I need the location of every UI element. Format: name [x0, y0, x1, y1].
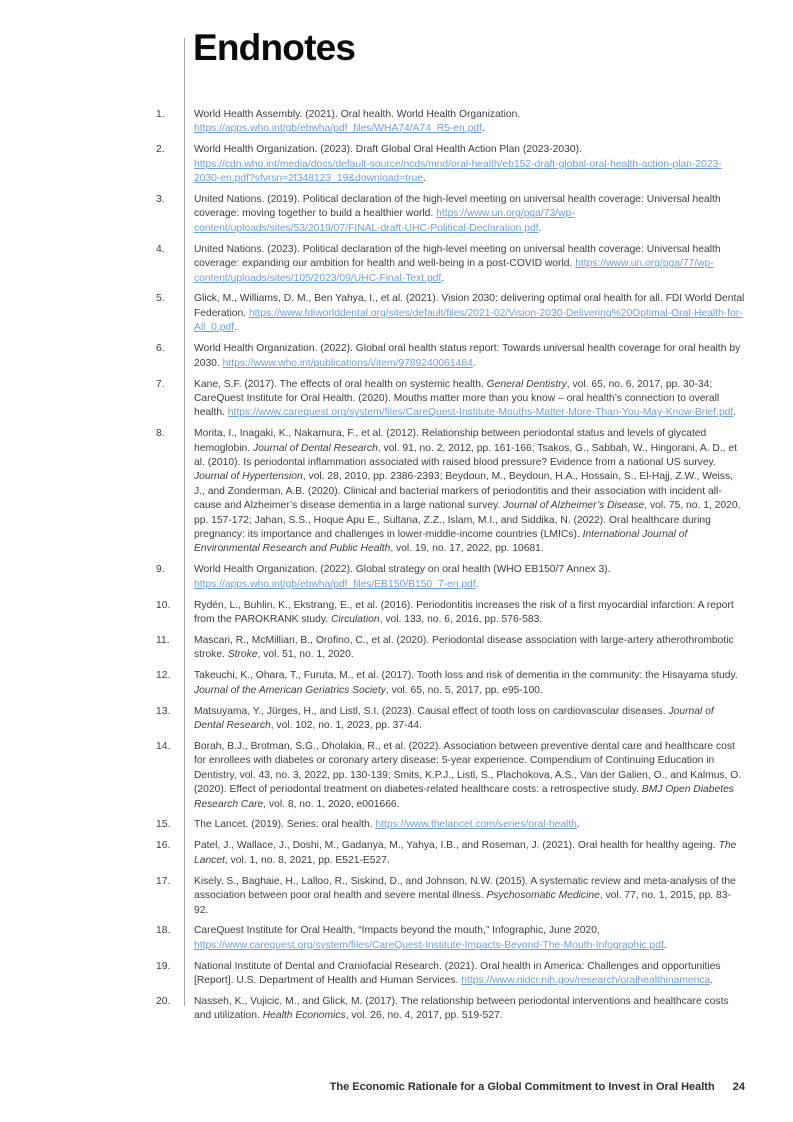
- journal-name: Psychosomatic Medicine: [486, 890, 600, 902]
- endnote-number: 15.: [156, 819, 171, 831]
- endnote-text-segment: , vol. 8, no. 1, 2020, e001666.: [263, 798, 400, 810]
- endnote-text: [194, 839, 745, 868]
- endnote-text-segment: Kane, S.F. (2017). The effects of oral health on systemic health.: [194, 378, 487, 390]
- endnote-number: 20.: [156, 996, 171, 1008]
- endnote-item: [156, 995, 748, 1024]
- endnote-text: [194, 563, 745, 592]
- endnote-item: [156, 669, 748, 698]
- endnote-link[interactable]: https://www.nidcr.nih.gov/research/oralhealthinamerica: [461, 975, 711, 987]
- endnote-text-segment: World Health Organization. (2023). Draft Global Oral Health Action Plan (2023-2030).: [194, 144, 582, 156]
- endnote-text-segment: Morita, I., Inagaki, K., Nakamura, F., et al. (2012). Relationship between periodontal status and levels of glycated hemoglobin.: [194, 428, 707, 454]
- endnote-text-segment: World Health Organization. (2022). Global oral health status report: Towards universal health coverage for oral health by 2030.: [194, 343, 741, 369]
- endnote-text-segment: , vol. 77, no. 1, 2015, pp. 83-92.: [194, 890, 731, 916]
- endnote-text-segment: United Nations. (2023). Political declaration of the high-level meeting on universal health coverage: Universal health coverage: expanding our ambition for health and well-being in a post-COVID world.: [194, 243, 721, 270]
- journal-name: International Journal of Environmental Research and Public Health: [194, 529, 688, 555]
- endnote-text-segment: , vol. 28, 2010, pp. 2386-2393; Beydoun, M., Beydoun, H.A., Hossain, S., El-Hajj, Z.W., Weiss, J., and Zonderman, A.B. (2020). Clinical and bacterial markers of periodontitis and their association with incident all-cause and Alzheimer’s disease dementia in a large national survey.: [194, 471, 733, 512]
- footer-document-title: The Economic Rationale for a Global Commitment to Invest in Oral Health: [329, 1081, 715, 1093]
- journal-name: Journal of Dental Research: [194, 705, 714, 732]
- journal-name: Stroke: [227, 649, 258, 661]
- endnote-text-segment: .: [576, 819, 580, 831]
- endnote-item: [156, 924, 748, 953]
- endnote-number: 19.: [156, 960, 171, 972]
- endnote-number: 11.: [156, 635, 170, 646]
- endnote-number: 3.: [156, 194, 165, 206]
- journal-name: Journal of the American Geriatrics Society: [194, 684, 386, 696]
- journal-name: Circulation: [330, 614, 380, 626]
- endnote-text-segment: , vol. 75, no. 1, 2020, pp. 157-172; Jahan, S.S., Hoque Apu E., Sultana, Z.Z., Islam, M.I., and Siddika, N. (2022). Oral healthcare during pregnancy: its importance and challenges in lower-middle-income countries (LMICs).: [194, 500, 741, 541]
- endnote-text: [194, 960, 745, 989]
- endnote-number: 2.: [156, 144, 165, 156]
- endnote-text: [194, 669, 745, 698]
- endnote-text-segment: .: [475, 578, 479, 590]
- endnote-item: [156, 243, 748, 286]
- endnote-text-segment: World Health Assembly. (2021). Oral health. World Health Organization.: [194, 109, 521, 120]
- endnote-text: [194, 427, 745, 557]
- endnote-link[interactable]: https://www.who.int/publications/i/item/9789240061484: [222, 357, 473, 369]
- endnote-text: [194, 995, 745, 1024]
- endnote-text-segment: CareQuest Institute for Oral Health, “Impacts beyond the mouth,” Infographic, June 2020,: [194, 925, 600, 937]
- endnote-text: [194, 924, 745, 953]
- endnote-text-segment: Patel, J., Wallace, J., Doshi, M., Gadanya, M., Yahya, I.B., and Roseman, J. (2021). Oral health for healthy ageing.: [194, 840, 719, 852]
- endnote-text-segment: Kisely, S., Baghaie, H., Lalloo, R., Siskind, D., and Johnson, N.W. (2015). A systematic review and meta-analysis of the association between poor oral health and severe mental illness.: [194, 875, 736, 902]
- endnote-text: [194, 705, 745, 734]
- endnote-item: [156, 193, 748, 236]
- endnote-text-segment: .: [234, 322, 237, 334]
- endnote-text-segment: , vol. 102, no. 1, 2023, pp. 37-44.: [270, 720, 422, 732]
- endnote-number: 8.: [156, 428, 165, 440]
- endnote-link[interactable]: https://www.fdiworlddental.org/sites/default/files/2021-02/Vision-2030-Delivering%20Optimal-Oral-Health-for-All_0.pdf: [194, 307, 743, 334]
- journal-name: BMJ Open Diabetes Research Care: [194, 784, 734, 810]
- endnote-number: 7.: [156, 378, 165, 390]
- endnote-number: 16.: [156, 840, 171, 852]
- endnote-text-segment: .: [538, 222, 542, 234]
- endnote-text: [194, 243, 745, 286]
- endnote-link[interactable]: https://apps.who.int/gb/ebwha/pdf_files/EB150/B150_7-en.pdf: [194, 578, 476, 590]
- endnote-item: [156, 634, 748, 663]
- endnote-link[interactable]: https://cdn.who.int/media/docs/default-source/ncds/mnd/oral-health/eb152-draft-global-oral-health-action-plan-2023-2030-en.pdf?sfvrsn=2f348123_19&download=true: [194, 158, 722, 185]
- endnote-item: [156, 599, 748, 628]
- endnote-text-segment: Nasseh, K., Vujicic, M., and Glick, M. (2017). The relationship between periodontal interventions and healthcare costs and utilization.: [194, 996, 729, 1022]
- endnote-text-segment: National Institute of Dental and Craniofacial Research. (2021). Oral health in America: Challenges and opportunities [Report]. U.S. Department of Health and Human Services.: [194, 960, 721, 987]
- endnote-text-segment: , vol. 91, no. 2, 2012, pp. 161-166; Tsakos, G., Sabbah, W., Hingorani, A. D., et al. (2010). Is periodontal inflammation associated with raised blood pressure? Evidence from a national US survey.: [194, 442, 738, 469]
- endnote-item: [156, 875, 748, 918]
- journal-name: General Dentistry: [486, 378, 567, 390]
- endnote-text: [194, 599, 745, 628]
- endnote-number: 18.: [156, 925, 171, 937]
- endnote-item: [156, 818, 748, 832]
- endnote-text-segment: World Health Organization. (2022). Global strategy on oral health (WHO EB150/7 Annex 3).: [194, 564, 611, 576]
- endnote-link[interactable]: https://www.un.org/pga/77/wp-content/uploads/sites/105/2023/09/UHC-Final-Text.pdf: [194, 258, 714, 284]
- endnote-text-segment: .: [663, 939, 667, 951]
- endnote-text-segment: , vol. 65, no. 5, 2017, pp. e95-100.: [385, 684, 543, 696]
- endnotes-list: [156, 108, 748, 1030]
- endnote-text-segment: .: [710, 975, 714, 987]
- page-title: Endnotes: [193, 27, 356, 68]
- endnote-text-segment: , vol. 133, no. 6, 2016, pp. 576-583.: [379, 614, 543, 626]
- endnote-text-segment: .: [423, 173, 426, 185]
- endnote-link[interactable]: https://www.un.org/pga/73/wp-content/uploads/sites/53/2019/07/FINAL-draft-UHC-Political-Declaration.pdf: [194, 208, 575, 234]
- endnote-text: [194, 108, 745, 137]
- journal-name: Health Economics: [262, 1010, 346, 1022]
- endnote-text-segment: , vol. 1, no. 8, 2021, pp. E521-E527.: [224, 854, 390, 866]
- endnote-number: 1.: [156, 109, 165, 120]
- endnote-text-segment: United Nations. (2019). Political declaration of the high-level meeting on universal health coverage: Universal health coverage: moving together to build a healthier world.: [194, 194, 721, 220]
- endnote-number: 10.: [156, 599, 171, 611]
- journal-name: The Lancet: [194, 840, 737, 866]
- endnote-text: [194, 740, 745, 812]
- journal-name: Journal of Dental Research: [252, 442, 378, 454]
- endnote-item: [156, 960, 748, 989]
- endnote-text: [194, 378, 745, 421]
- endnote-text: [194, 342, 745, 371]
- endnote-text: [194, 292, 745, 335]
- endnote-text-segment: Borah, B.J., Brotman, S.G., Dholakia, R., et al. (2022). Association between preventive dental care and healthcare cost for enrollees with diabetes or coronary artery disease: 5-year experience. Compendium of Continuing Education in Dentistry, vol. 43, no. 3, 2022, pp. 130-139; Smits, K.P.J., Listl, S., Plachokova, A.S., Van der Galien, O., and Kalmus, O. (2020). Effect of periodontal treatment on diabetes-related healthcare costs: a retrospective study.: [194, 740, 742, 796]
- endnote-item: [156, 108, 748, 137]
- endnote-item: [156, 427, 748, 557]
- endnote-text-segment: , vol. 19, no. 17, 2022, pp. 10681.: [390, 543, 544, 555]
- endnote-text: [194, 193, 745, 236]
- endnote-link[interactable]: https://www.carequest.org/system/files/CareQuest-Institute-Impacts-Beyond-The-Mouth-Infographic.pdf: [194, 939, 664, 951]
- endnote-text-segment: Rydén, L., Buhlin, K., Ekstrang, E., et al. (2016). Periodontitis increases the risk of a first myocardial infarction: A report from the PAROKRANK study.: [194, 599, 734, 626]
- endnote-item: [156, 378, 748, 421]
- endnote-text-segment: Mascari, R., McMillian, B., Orofino, C., et al. (2020). Periodontal disease association with large-artery atherothrombotic stroke.: [194, 635, 734, 661]
- endnote-number: 17.: [156, 875, 171, 887]
- footer-page-number: 24: [732, 1081, 745, 1093]
- endnote-text-segment: Takeuchi, K., Ohara, T., Furuta, M., et al. (2017). Tooth loss and risk of dementia in the community: the Hisayama study.: [194, 670, 738, 682]
- endnote-text-segment: Matsuyama, Y., Jürges, H., and Listl, S.I. (2023). Causal effect of tooth loss on cardiovascular diseases.: [194, 705, 669, 717]
- endnote-number: 5.: [156, 293, 165, 305]
- endnote-item: [156, 292, 748, 335]
- endnote-text: [194, 634, 745, 663]
- endnote-number: 12.: [156, 670, 171, 682]
- endnote-link[interactable]: https://apps.who.int/gb/ebwha/pdf_files/WHA74/A74_R5-en.pdf: [194, 123, 482, 135]
- endnote-item: [156, 342, 748, 371]
- endnote-number: 9.: [156, 564, 165, 576]
- endnote-link[interactable]: https://www.carequest.org/system/files/CareQuest-Institute-Mouths-Matter-More-Than-You-May-Know-Brief.pdf: [227, 407, 734, 419]
- endnote-item: [156, 143, 748, 186]
- endnote-item: [156, 705, 748, 734]
- endnote-text-segment: , vol. 51, no. 1, 2020.: [257, 649, 354, 661]
- endnote-text-segment: .: [441, 272, 445, 284]
- endnote-link[interactable]: https://www.thelancet.com/series/oral-health: [375, 819, 577, 831]
- endnote-text-segment: .: [481, 123, 485, 135]
- endnote-item: [156, 740, 748, 812]
- endnote-text: [194, 143, 745, 186]
- endnote-text-segment: , vol. 26, no. 4, 2017, pp. 519-527.: [345, 1010, 503, 1022]
- endnote-number: 6.: [156, 343, 165, 355]
- page-footer: [330, 1081, 745, 1093]
- endnote-text-segment: .: [733, 407, 737, 419]
- endnote-number: 14.: [156, 740, 171, 752]
- endnote-text: [194, 818, 745, 832]
- endnote-text: [194, 875, 745, 918]
- endnote-number: 4.: [156, 243, 165, 255]
- endnote-item: [156, 839, 748, 868]
- endnote-item: [156, 563, 748, 592]
- endnote-text-segment: , vol. 65, no. 6, 2017, pp. 30-34; CareQuest Institute for Oral Health. (2020). Mouths matter more than you know – oral health’s connection to overall health.: [194, 378, 720, 419]
- journal-name: Journal of Hypertension: [194, 471, 303, 483]
- endnote-text-segment: The Lancet. (2019). Series: oral health.: [194, 819, 376, 831]
- journal-name: Journal of Alzheimer’s Disease: [503, 500, 645, 512]
- endnote-number: 13.: [156, 705, 171, 717]
- endnote-text-segment: Glick, M., Williams, D. M., Ben Yahya, I., et al. (2021). Vision 2030: delivering optimal oral health for all. FDI World Dental Federation.: [194, 293, 745, 319]
- endnote-text-segment: .: [472, 357, 476, 369]
